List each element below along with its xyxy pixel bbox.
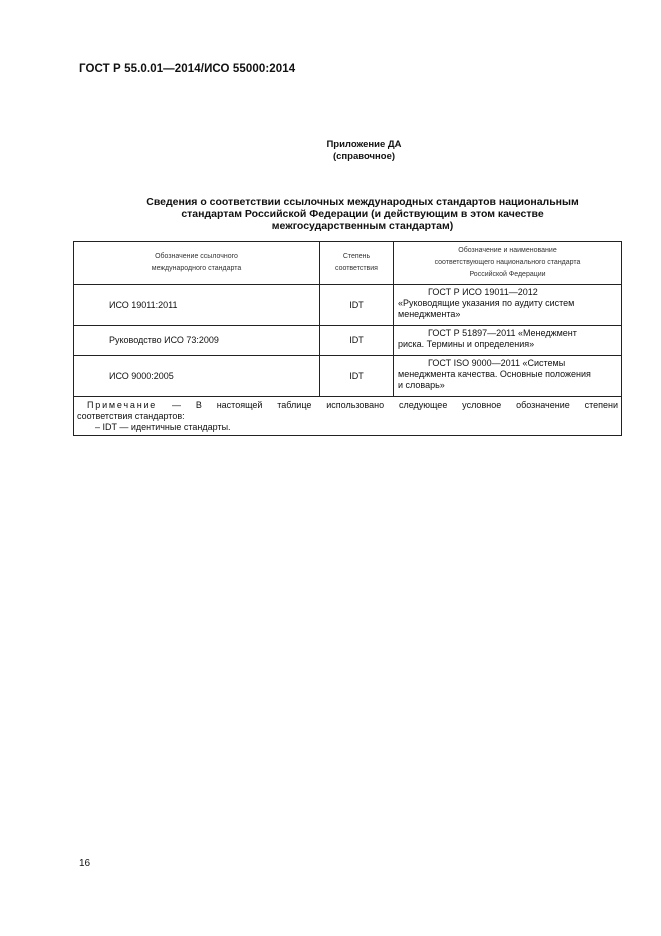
row-degree: IDT	[320, 356, 394, 397]
note-line-2: соответствия стандартов:	[77, 411, 185, 421]
row-national-standard	[394, 285, 622, 326]
document-header-code: ГОСТ Р 55.0.01—2014/ИСО 55000:2014	[79, 63, 296, 75]
header-national-line-2: соответствующего национального стандарта	[434, 259, 581, 266]
note-line-1-text: — В настоящей таблице использовано следующее условное обозначение степени	[171, 400, 618, 410]
note-line-3: – IDT — идентичные стандарты.	[95, 422, 231, 432]
row-national-line-1: ГОСТ ISO 9000—2011 «Системы	[428, 358, 566, 368]
table-note-row	[74, 397, 622, 436]
table-note	[74, 397, 622, 436]
header-degree	[320, 242, 394, 285]
table-header-row	[74, 242, 622, 285]
row-national-standard	[394, 326, 622, 356]
annex-title: Приложение ДА	[326, 139, 402, 150]
row-national-line-1: ГОСТ Р 51897—2011 «Менеджмент	[428, 328, 577, 338]
table-row	[74, 356, 622, 397]
row-national-line-2: риска. Термины и определения»	[398, 339, 535, 349]
table-row	[74, 285, 622, 326]
row-national-standard	[394, 356, 622, 397]
header-designation-line-1: Обозначение ссылочного	[155, 253, 238, 260]
header-designation-line-2: международного стандарта	[151, 265, 242, 272]
standards-correspondence-table	[73, 241, 622, 436]
row-designation: ИСО 19011:2011	[74, 285, 320, 326]
row-national-line-2: менеджмента качества. Основные положения	[398, 369, 591, 379]
header-degree-line-1: Степень	[342, 253, 371, 260]
table-caption-line-3: межгосударственным стандартам)	[271, 220, 454, 232]
row-designation: ИСО 9000:2005	[74, 356, 320, 397]
note-label: Примечание	[87, 400, 158, 410]
row-degree: IDT	[320, 326, 394, 356]
row-national-line-3: менеджмента»	[398, 309, 461, 319]
row-national-line-3: и словарь»	[398, 380, 445, 390]
table-row	[74, 326, 622, 356]
annex-status: (справочное)	[332, 151, 396, 162]
row-designation: Руководство ИСО 73:2009	[74, 326, 320, 356]
header-designation	[74, 242, 320, 285]
header-national-standard	[394, 242, 622, 285]
note-line-1	[77, 400, 618, 411]
table-caption-line-2: стандартам Российской Федерации (и действующим в этом качестве	[181, 208, 544, 220]
row-degree: IDT	[320, 285, 394, 326]
row-national-line-1: ГОСТ Р ИСО 19011—2012	[428, 287, 538, 297]
header-national-line-3: Российской Федерации	[469, 271, 546, 278]
row-national-line-2: «Руководящие указания по аудиту систем	[398, 298, 575, 308]
header-degree-line-2: соответствия	[335, 265, 378, 272]
header-national-line-1: Обозначение и наименование	[458, 247, 557, 254]
table-caption-line-1: Сведения о соответствии ссылочных международных стандартов национальным	[146, 196, 579, 208]
page-number: 16	[79, 858, 91, 869]
